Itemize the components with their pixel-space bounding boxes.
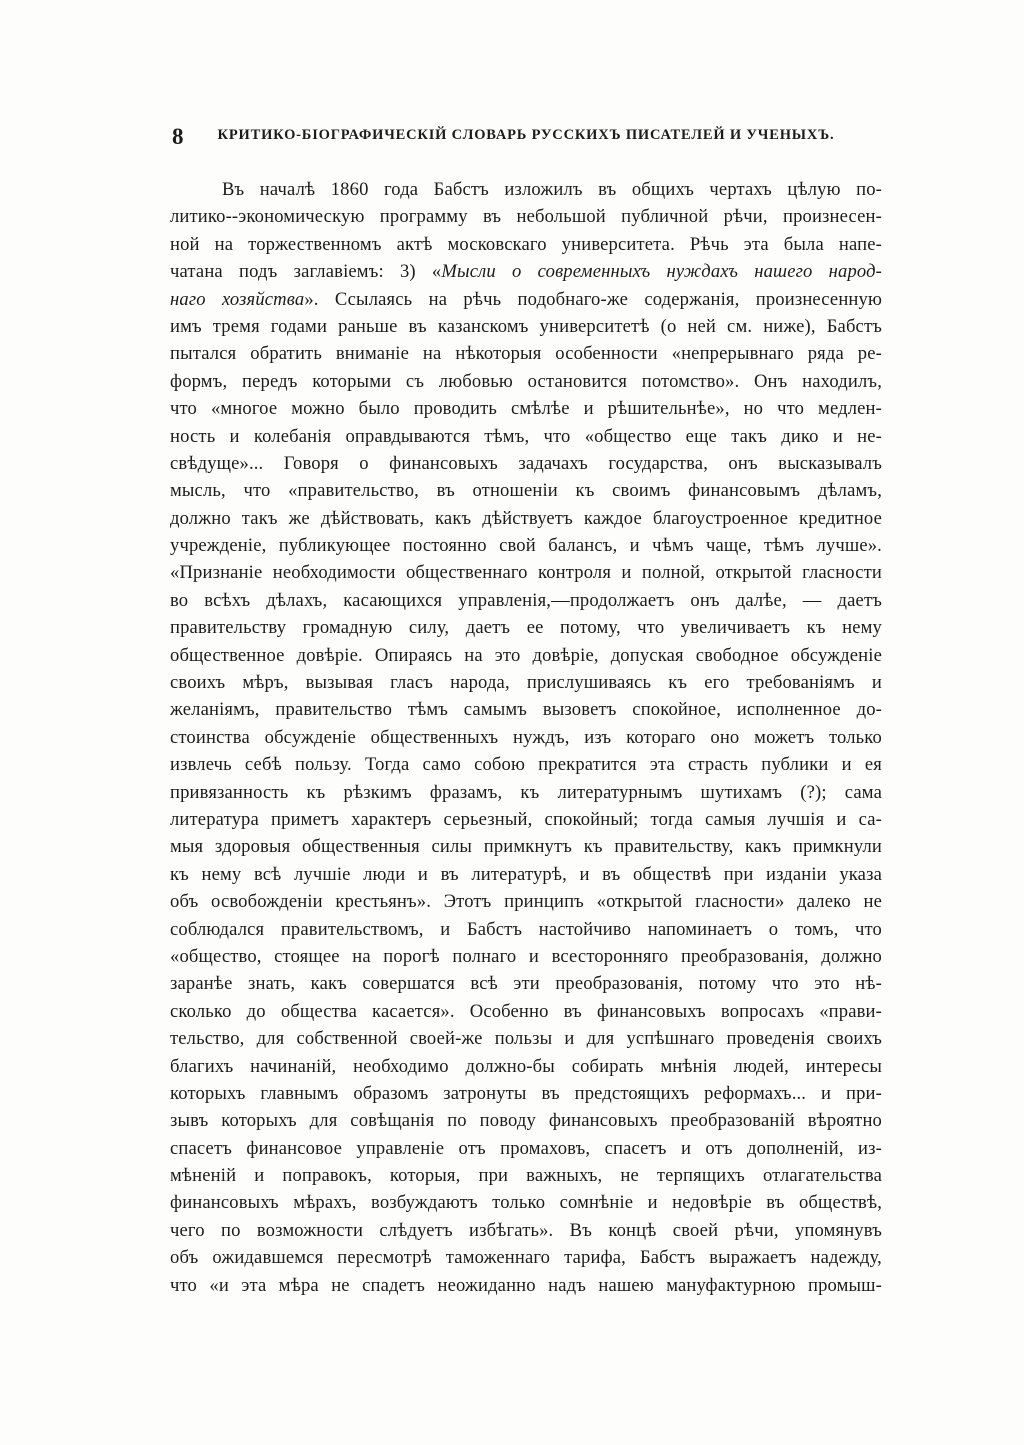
text-line [170, 806, 882, 833]
text-line [170, 861, 882, 888]
text-segment: извлечь себѣ пользу. Тогда само собою прекратится эта страсть публики и ея [170, 754, 882, 776]
text-segment: правительству громадную силу, даетъ ее потому, что увеличиваетъ къ нему [170, 617, 882, 639]
text-segment: спасетъ финансовое управленіе отъ промаховъ, спасетъ и отъ дополненій, из- [170, 1137, 882, 1159]
italic-text-segment: наго хозяйства [170, 288, 305, 310]
text-segment: чего по возможности слѣдуетъ избѣгать». Въ концѣ своей рѣчи, упомянувъ [170, 1219, 882, 1241]
text-line [170, 943, 882, 970]
text-line [170, 1272, 882, 1299]
text-line [170, 1080, 882, 1107]
text-line [170, 1053, 882, 1080]
text-segment: должно такъ же дѣйствовать, какъ дѣйствуетъ каждое благоустроенное кредитное [170, 507, 882, 529]
text-line [170, 1107, 882, 1134]
text-segment: «Признаніе необходимости общественнаго контроля и полной, открытой гласности [170, 562, 882, 584]
text-line [170, 231, 882, 258]
text-segment: свѣдуще»... Говоря о финансовыхъ задачахъ государства, онъ высказывалъ [170, 452, 882, 474]
page-number: 8 [172, 124, 184, 149]
text-segment: стоинства обсужденіе общественныхъ нуждъ, изъ котораго оно можетъ только [170, 726, 882, 748]
text-segment: пытался обратить вниманіе на нѣкоторыя особенности «непрерывнаго ряда ре- [170, 343, 882, 365]
text-line [170, 313, 882, 340]
text-line [170, 286, 882, 313]
text-segment: своихъ мѣръ, вызывая гласъ народа, прислушиваясь къ его требованіямъ и [170, 672, 882, 694]
running-header-title: КРИТИКО-БІОГРАФИЧЕСКІЙ СЛОВАРЬ РУССКИХЪ ПИСАТЕЛЕЙ И УЧЕНЫХЪ. [217, 127, 835, 143]
text-segment: ». Ссылаясь на рѣчь подобнаго-же содержанія, произнесенную [304, 288, 883, 310]
text-line [170, 642, 882, 669]
text-line [170, 477, 882, 504]
text-segment: благихъ начинаній, необходимо должно-бы собирать мнѣнія людей, интересы [170, 1055, 882, 1077]
text-segment: зывъ которыхъ для совѣщанія по поводу финансовыхъ преобразованій вѣроятно [170, 1110, 882, 1132]
text-line [170, 998, 882, 1025]
text-segment: объ освобожденіи крестьянъ». Этотъ принципъ «открытой гласности» далеко не [170, 891, 882, 913]
text-line [170, 724, 882, 751]
text-block [170, 176, 882, 1299]
text-line [170, 1244, 882, 1271]
text-segment: учрежденіе, публикующее постоянно свой балансъ, и чѣмъ чаще, тѣмъ лучше». [170, 535, 882, 557]
text-segment: привязанность къ рѣзкимъ фразамъ, къ литературнымъ шутихамъ (?); сама [170, 781, 882, 803]
italic-text-segment: Мысли о современныхъ нуждахъ нашего народ- [441, 261, 883, 283]
text-line [170, 696, 882, 723]
text-line [170, 532, 882, 559]
text-line [170, 559, 882, 586]
text-line [170, 888, 882, 915]
page-header [170, 124, 882, 151]
text-line [170, 423, 882, 450]
text-segment: заранѣе знать, какъ совершатся всѣ эти преобразованія, потому что это нѣ- [170, 973, 882, 995]
text-segment: «общество, стоящее на порогѣ полнаго и всесторонняго преобразованія, должно [170, 945, 882, 967]
text-line [170, 970, 882, 997]
text-line [170, 340, 882, 367]
text-segment: Въ началѣ 1860 года Бабстъ изложилъ въ общихъ чертахъ цѣлую по- [222, 179, 882, 200]
text-segment: ной на торжественномъ актѣ московскаго университета. Рѣчь эта была напе- [170, 233, 882, 255]
text-line [170, 669, 882, 696]
text-line [170, 258, 882, 285]
text-line [170, 368, 882, 395]
text-line [170, 395, 882, 422]
text-segment: мыя здоровыя общественныя силы примкнутъ къ правительству, какъ примкнули [170, 836, 882, 858]
text-line [170, 916, 882, 943]
text-segment: ность и колебанія оправдываются тѣмъ, что «общество еще такъ дико и не- [170, 425, 882, 447]
text-segment: мѣненій и поправокъ, которыя, при важныхъ, не терпящихъ отлагательства [170, 1165, 882, 1187]
text-segment: сколько до общества касается». Особенно въ финансовыхъ вопросахъ «прави- [170, 1000, 882, 1022]
text-line [170, 176, 882, 203]
text-segment: что «многое можно было проводить смѣлѣе и рѣшительнѣе», но что медлен- [170, 398, 882, 420]
text-line [170, 779, 882, 806]
text-segment: которыхъ главнымъ образомъ затронуты въ предстоящихъ реформахъ... и при- [170, 1082, 882, 1104]
text-line [170, 587, 882, 614]
text-segment: во всѣхъ дѣлахъ, касающихся управленія,—продолжаетъ онъ далѣе, — даетъ [170, 589, 882, 611]
text-line [170, 505, 882, 532]
text-line [170, 1162, 882, 1189]
text-segment: литико--экономическую программу въ небольшой публичной рѣчи, произнесен- [170, 206, 882, 228]
text-line [170, 203, 882, 230]
text-segment: финансовыхъ мѣрахъ, возбуждаютъ только сомнѣніе и недовѣріе въ обществѣ, [170, 1192, 882, 1214]
text-segment: что «и эта мѣра не спадетъ неожиданно надъ нашею мануфактурною промыш- [170, 1274, 882, 1296]
text-segment: къ нему всѣ лучшіе люди и въ литературѣ, и въ обществѣ при изданіи указа [170, 863, 882, 885]
text-segment: формъ, передъ которыми съ любовью остановится потомство». Онъ находилъ, [170, 370, 882, 392]
text-segment: объ ожидавшемся пересмотрѣ таможеннаго тарифа, Бабстъ выражаетъ надежду, [170, 1247, 882, 1269]
text-line [170, 614, 882, 641]
text-segment: тельство, для собственной своей-же пользы и для успѣшнаго проведенія своихъ [170, 1028, 882, 1050]
text-segment: мысль, что «правительство, въ отношеніи къ своимъ финансовымъ дѣламъ, [170, 480, 882, 502]
text-segment: желаніямъ, правительство тѣмъ самымъ вызоветъ спокойное, исполненное до- [170, 699, 882, 721]
text-line [170, 450, 882, 477]
text-line [170, 751, 882, 778]
text-segment: соблюдался правительствомъ, и Бабстъ настойчиво напоминаетъ о томъ, что [170, 918, 882, 940]
text-segment: общественное довѣріе. Опираясь на это довѣріе, допуская свободное обсужденіе [170, 644, 882, 666]
text-line [170, 1135, 882, 1162]
text-line [170, 833, 882, 860]
text-line [170, 1189, 882, 1216]
text-segment: имъ тремя годами раньше въ казанскомъ университетѣ (о ней см. ниже), Бабстъ [170, 315, 882, 337]
text-line [170, 1217, 882, 1244]
text-line [170, 1025, 882, 1052]
text-segment: литература приметъ характеръ серьезный, спокойный; тогда самыя лучшія и са- [170, 808, 882, 830]
text-segment: чатана подъ заглавіемъ: 3) « [170, 261, 442, 283]
